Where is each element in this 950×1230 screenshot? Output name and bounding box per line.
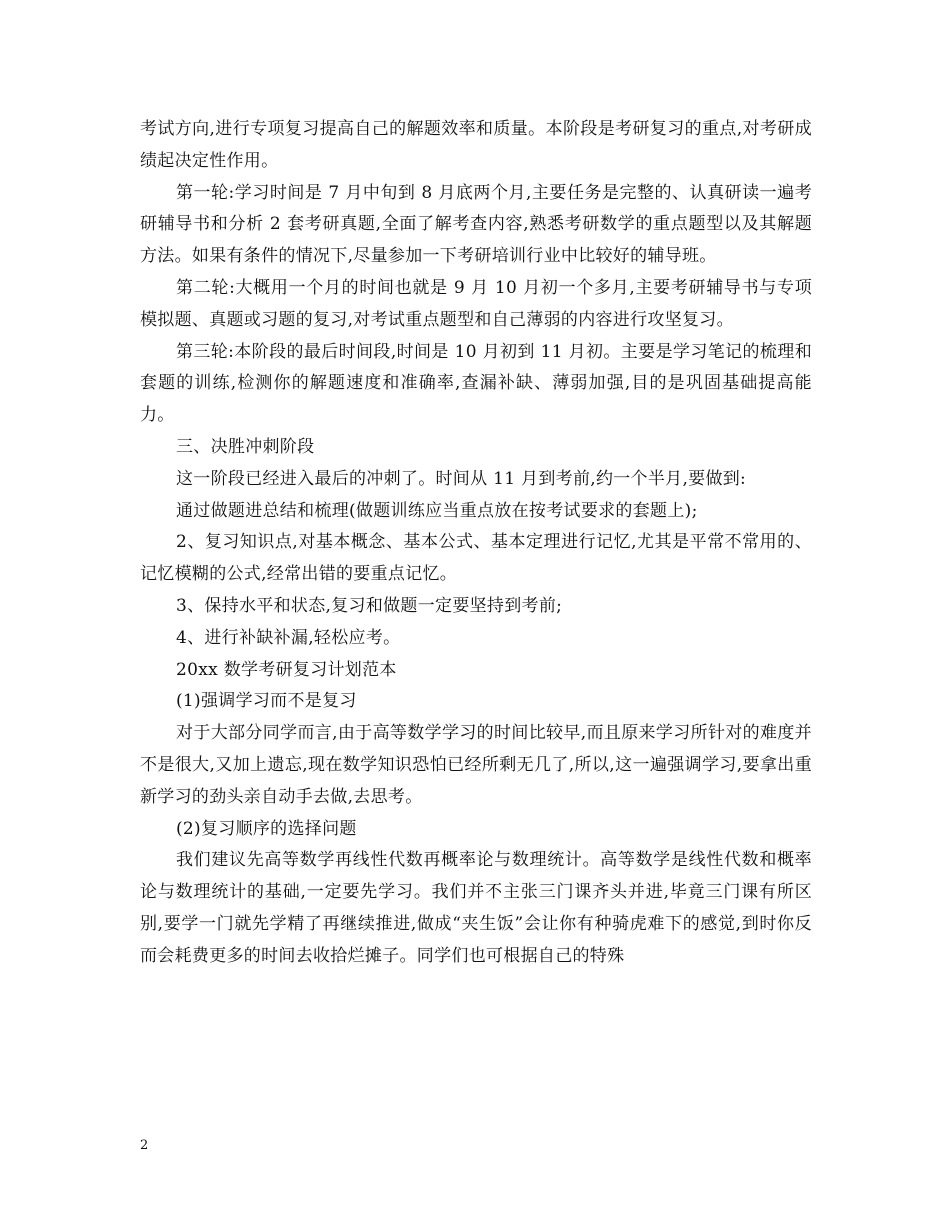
paragraph-2: 第二轮:大概用一个月的时间也就是 9 月 10 月初一个多月,主要考研辅导书与专项模拟题、真题或习题的复习,对考试重点题型和自己薄弱的内容进行攻坚复习。 [140,277,812,330]
section-heading-sprint: 三、决胜冲刺阶段 [176,436,315,457]
list-item-1: 通过做题进总结和梳理(做题训练应当重点放在按考试要求的套题上); [176,500,698,521]
paragraph-3: 第三轮:本阶段的最后时间段,时间是 10 月初到 11 月初。主要是学习笔记的梳理和套题的训练,检测你的解题速度和准确率,查漏补缺、薄弱加强,目的是巩固基础提高能力。 [140,341,812,426]
list-item-2: 2、复习知识点,对基本概念、基本公式、基本定理进行记忆,尤其是平常不常用的、记忆模糊的公式,经常出错的要重点记忆。 [140,532,812,585]
section-heading-plan: 20xx 数学考研复习计划范本 [176,659,397,680]
list-item-4: 4、进行补缺补漏,轻松应考。 [176,627,401,648]
subheading-2: (2)复习顺序的选择问题 [176,818,357,839]
page-number: 2 [140,1138,149,1153]
paragraph-12: 对于大部分同学而言,由于高等数学学习的时间比较早,而且原来学习所针对的难度并不是很大,又加上遗忘,现在数学知识恐怕已经所剩无几了,所以,这一遍强调学习,要拿出重新学习的劲头亲自动手去做,去思考。 [140,723,812,807]
paragraph-14: 我们建议先高等数学再线性代数再概率论与数理统计。高等数学是线性代数和概率论与数理统计的基础,一定要先学习。我们并不主张三门课齐头并进,毕竟三门课有所区别,要学一门就先学精了再继续推进,做成“夹生饭”会让你有种骑虎难下的感觉,到时你反而会耗费更多的时间去收拾烂摊子。同学们也可根据自己的特殊 [140,850,812,966]
list-item-3: 3、保持水平和状态,复习和做题一定要坚持到考前; [176,595,563,616]
paragraph-1: 第一轮:学习时间是 7 月中旬到 8 月底两个月,主要任务是完整的、认真研读一遍考研辅导书和分析 2 套考研真题,全面了解考查内容,熟悉考研数学的重点题型以及其解题方法。如果有条件的情况下,尽量参加一下考研培训行业中比较好的辅导班。 [140,182,812,267]
paragraph-0: 考试方向,进行专项复习提高自己的解题效率和质量。本阶段是考研复习的重点,对考研成绩起决定性作用。 [140,119,812,171]
paragraph-5: 这一阶段已经进入最后的冲刺了。时间从 11 月到考前,约一个半月,要做到: [176,468,747,489]
subheading-1: (1)强调学习而不是复习 [176,691,357,712]
document-body [140,114,812,973]
